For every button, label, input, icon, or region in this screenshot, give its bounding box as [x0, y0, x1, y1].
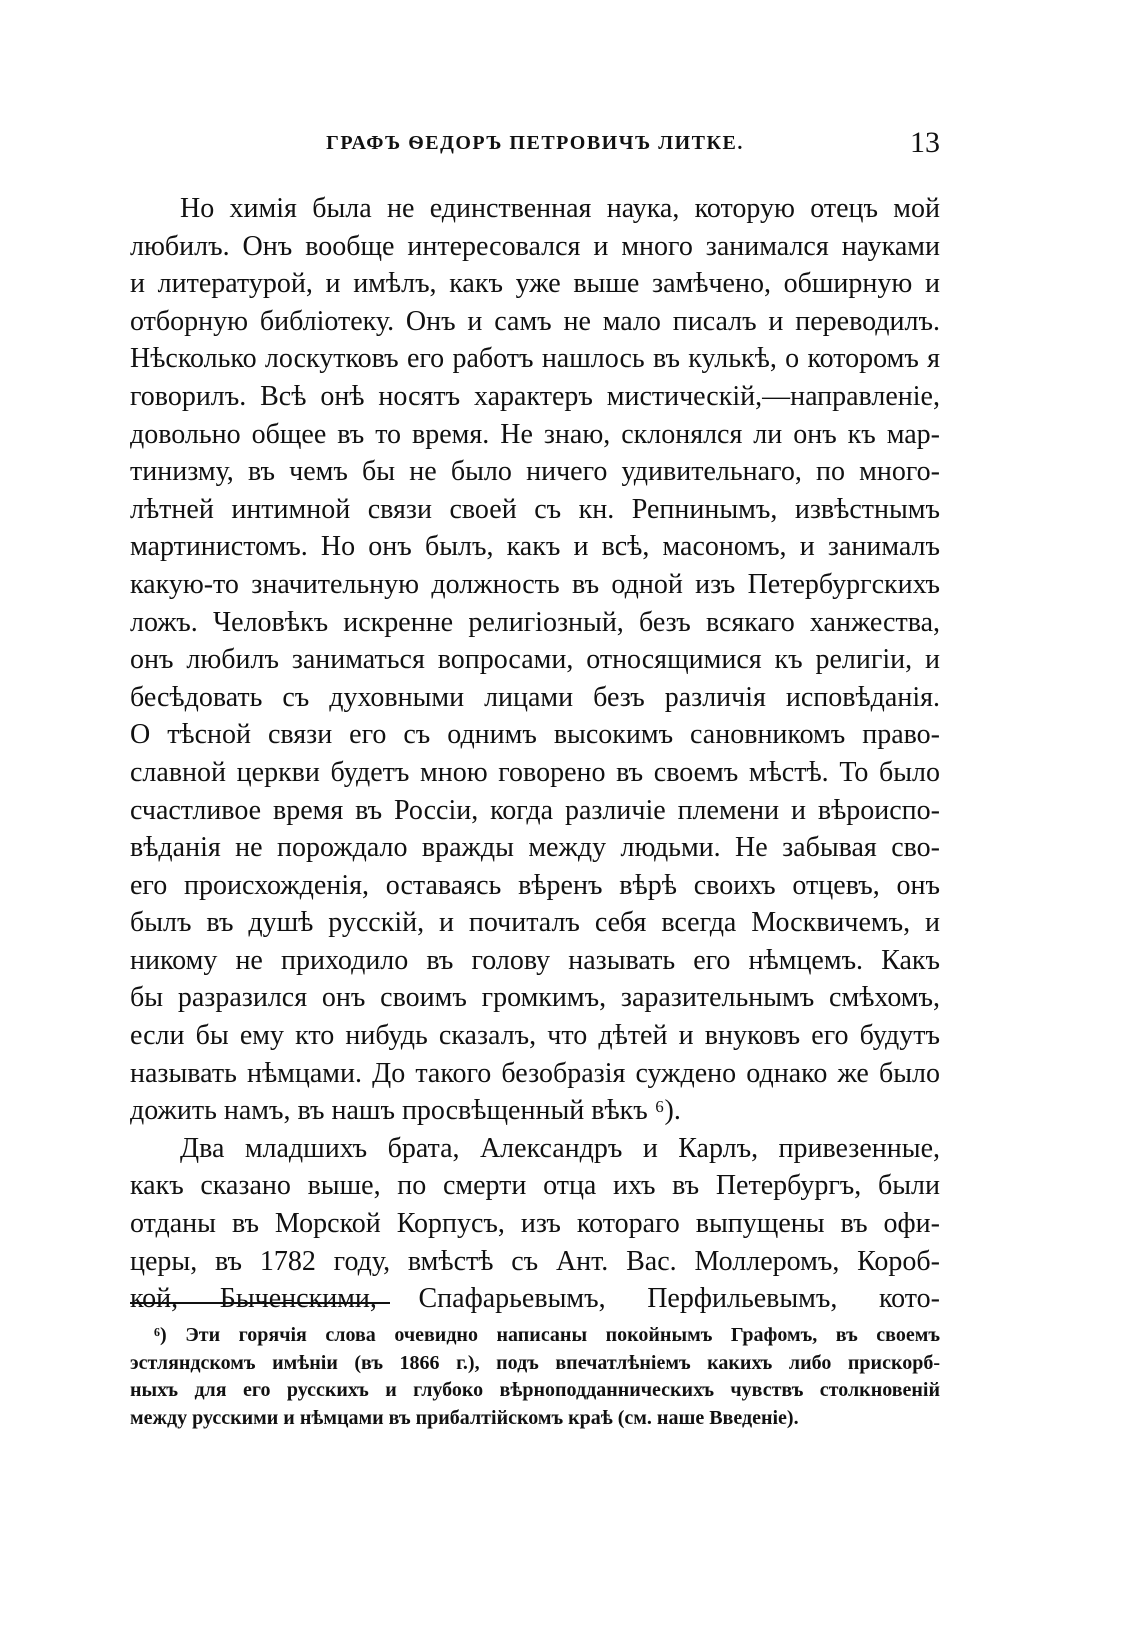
footnote-divider [130, 1302, 390, 1304]
page-number: 13 [910, 126, 940, 159]
footnote-line: между русскими и нѣмцами въ прибалтійскомъ краѣ (см. наше Введеніе). [130, 1406, 799, 1429]
text-line: если бы ему кто нибудь сказалъ, что дѣтей и внуковъ его будутъ [130, 1020, 940, 1052]
text-line: бесѣдовать съ духовными лицами безъ различія исповѣданія. [130, 681, 940, 713]
text-line: какъ сказано выше, по смерти отца ихъ въ Петербургъ, были [130, 1170, 940, 1202]
text-line: церы, въ 1782 году, вмѣстѣ съ Ант. Вас. Моллеромъ, Короб- [130, 1245, 940, 1277]
text-line: онъ любилъ заниматься вопросами, относящимися къ религіи, и [130, 644, 940, 676]
footnotes [130, 1322, 940, 1432]
text-line: довольно общее въ то время. Не знаю, склонялся ли онъ къ мар- [130, 418, 940, 450]
text-line: его происхожденія, оставаясь вѣренъ вѣрѣ своихъ отцевъ, онъ [130, 869, 940, 901]
text-line: вѣданія не порождало вражды между людьми. Не забывая сво- [130, 832, 940, 864]
text-line: мартинистомъ. Но онъ былъ, какъ и всѣ, масономъ, и занималъ [130, 531, 940, 563]
text-line: и литературой, и имѣлъ, какъ уже выше замѣчено, обширную и [130, 268, 940, 300]
text-line: кой, Быченскими, Спафарьевымъ, Перфильевымъ, кото- [130, 1283, 940, 1315]
text-line: называть нѣмцами. До такого безобразія суждено однако же было [130, 1057, 940, 1089]
text-line: говорилъ. Всѣ онѣ носятъ характеръ мистическій,—направленіе, [130, 380, 940, 412]
footnote-line: ⁶) Эти горячія слова очевидно написаны покойнымъ Графомъ, въ своемъ [154, 1324, 940, 1346]
text-line: Два младшихъ брата, Александръ и Карлъ, привезенные, [180, 1132, 940, 1164]
text-line: О тѣсной связи его съ однимъ высокимъ сановникомъ право- [130, 719, 940, 751]
text-line: счастливое время въ Россіи, когда различіе племени и вѣроиспо- [130, 794, 940, 826]
text-line: Нѣсколько лоскутковъ его работъ нашлось въ кулькѣ, о которомъ я [130, 343, 940, 375]
text-line: бы разразился онъ своимъ громкимъ, заразительнымъ смѣхомъ, [130, 982, 940, 1014]
text-line: никому не приходило въ голову называть его нѣмцемъ. Какъ [130, 944, 940, 976]
body-text [130, 190, 940, 1318]
running-head [130, 126, 940, 166]
text-line: отборную библіотеку. Онъ и самъ не мало писалъ и переводилъ. [130, 305, 940, 337]
text-line: ложъ. Человѣкъ искренне религіозный, безъ всякаго ханжества, [130, 606, 940, 638]
text-line: Но химія была не единственная наука, которую отецъ мой [180, 193, 940, 224]
running-title: ГРАФЪ ѲЕДОРЪ ПЕТРОВИЧЪ ЛИТКЕ. [326, 132, 744, 154]
text-line: лѣтней интимной связи своей съ кн. Репнинымъ, извѣстнымъ [130, 493, 940, 525]
text-line: какую-то значительную должность въ одной изъ Петербургскихъ [130, 568, 940, 600]
text-line: дожить намъ, въ нашъ просвѣщенный вѣкъ ⁶). [130, 1095, 681, 1127]
text-line: славной церкви будетъ мною говорено въ своемъ мѣстѣ. То было [130, 756, 940, 788]
text-line: тинизму, въ чемъ бы не было ничего удивительнаго, по много- [130, 456, 940, 488]
text-line: былъ въ душѣ русскій, и почиталъ себя всегда Москвичемъ, и [130, 907, 940, 939]
text-line: отданы въ Морской Корпусъ, изъ котораго выпущены въ офи- [130, 1208, 940, 1240]
footnote-line: ныхъ для его русскихъ и глубоко вѣрноподданническихъ чувствъ столкновеній [130, 1379, 940, 1401]
text-line: любилъ. Онъ вообще интересовался и много занимался науками [130, 230, 940, 262]
footnote-line: эстляндскомъ имѣніи (въ 1866 г.), подъ впечатлѣніемъ какихъ либо прискорб- [130, 1351, 940, 1374]
